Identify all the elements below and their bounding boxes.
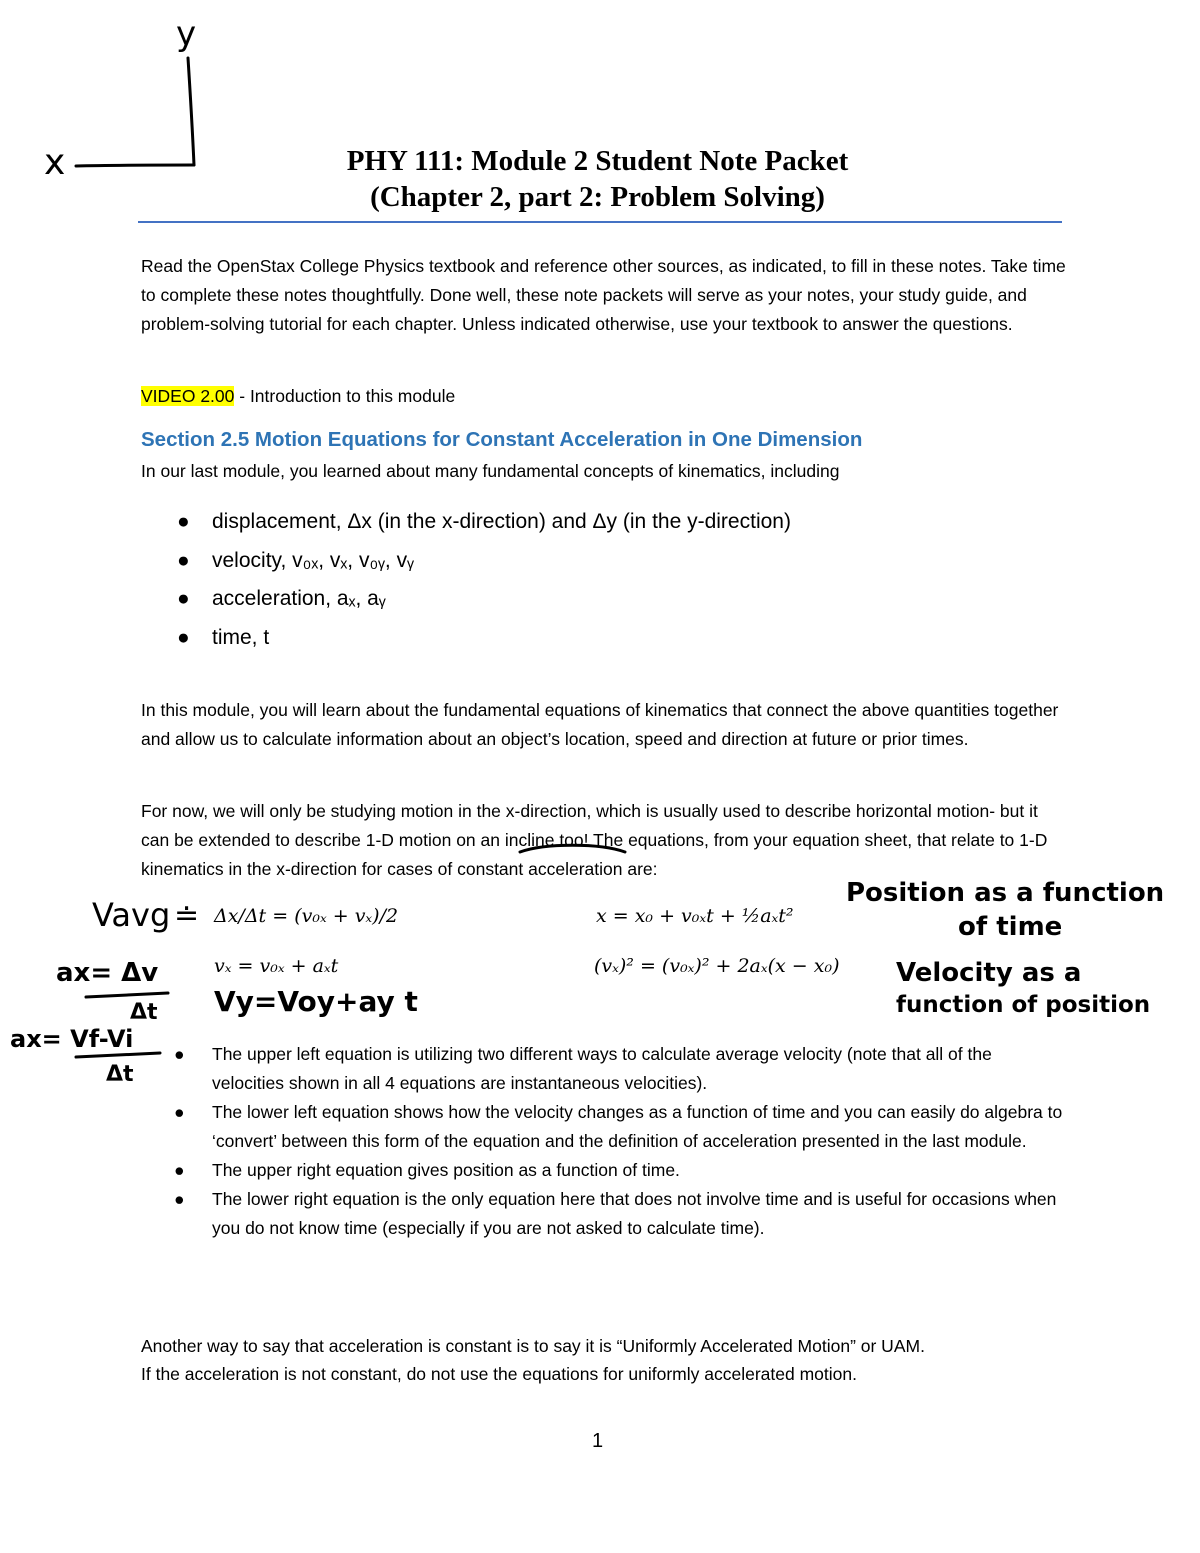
page-number: 1: [591, 1430, 604, 1452]
explanation-item: ● The lower right equation is the only equation here that does not involve time and is useful for occasions when you do not know time (especially if you are not asked to calculate time).: [174, 1189, 1057, 1238]
handwritten-note-position-1: Position as a function: [846, 878, 1165, 908]
video-text: - Introduction to this module: [234, 386, 456, 406]
equation-explanations: [174, 1040, 1064, 1243]
equation-lower-left: vₓ = v₀ₓ + aₓt: [214, 955, 339, 977]
handwritten-note-position-2: of time: [958, 912, 1063, 942]
x-direction-paragraph: For now, we will only be studying motion in the x-direction, which is usually used to describe horizontal motion- but it can be extended to describe 1-D motion on an incline too! The equations, from your equation sheet, that relate to 1-D kinematics in the x-direction for cases of constant acceleration are:: [141, 801, 1048, 879]
equation-lower-right: (vₓ)² = (v₀ₓ)² + 2aₓ(x − x₀): [594, 955, 840, 977]
handwritten-approx-equals: ≐: [174, 898, 200, 933]
handwritten-vavg: Vavg: [92, 896, 171, 934]
handwritten-ax-delta-v: ax= Δv: [56, 958, 159, 988]
section-lead: In our last module, you learned about many fundamental concepts of kinematics, including: [141, 461, 840, 481]
video-line: [141, 382, 455, 411]
module-paragraph: In this module, you will learn about the fundamental equations of kinematics that connect the above quantities together and allow us to calculate information about an object’s location, speed and direction at future or prior times.: [141, 700, 1059, 749]
intro-paragraph: Read the OpenStax College Physics textbook and reference other sources, as indicated, to fill in these notes. Take time to complete these notes thoughtfully. Done well, these note packets will serve as your notes, your study guide, and problem-solving tutorial for each chapter. Unless indicated otherwise, use your textbook to answer the questions.: [141, 256, 1066, 334]
underline-frac-ax2: [76, 1053, 160, 1057]
handwritten-vy-equation: Vy=Voy+ay t: [214, 985, 418, 1018]
page-title-line1: PHY 111: Module 2 Student Note Packet: [346, 145, 849, 177]
explanation-item: ● The upper left equation is utilizing two different ways to calculate average velocity (note that all of the velocities shown in all 4 equations are instantaneous velocities).: [174, 1044, 992, 1093]
explanation-item: ● The lower left equation shows how the velocity changes as a function of time and you can easily do algebra to ‘convert’ between this form of the equation and the definition of acceleration presented in the last module.: [174, 1102, 1063, 1151]
handwritten-delta-t-2: Δt: [106, 1062, 134, 1087]
title-divider: [138, 221, 1062, 223]
equation-upper-right: x = x₀ + v₀ₓt + ½aₓt²: [596, 905, 794, 927]
closing-line-1: Another way to say that acceleration is constant is to say it is “Uniformly Accelerated Motion” or UAM.: [141, 1336, 925, 1356]
video-label: VIDEO 2.00: [141, 386, 235, 406]
concept-list: [177, 503, 791, 657]
handwritten-x-label: x: [44, 142, 66, 183]
closing-line-2: If the acceleration is not constant, do not use the equations for uniformly accelerated motion.: [141, 1364, 857, 1384]
concept-item: ● displacement, Δx (in the x-direction) and Δy (in the y-direction): [177, 510, 791, 533]
underline-frac-ax1: [86, 993, 168, 997]
section-heading: Section 2.5 Motion Equations for Constant Acceleration in One Dimension: [141, 428, 863, 451]
handwritten-ax-vf-vi: ax= Vf-Vi: [10, 1025, 134, 1053]
page-title-line2: (Chapter 2, part 2: Problem Solving): [370, 181, 825, 213]
handwritten-delta-t-1: Δt: [130, 1000, 158, 1025]
explanation-item: ● The upper right equation gives position as a function of time.: [174, 1160, 680, 1180]
handwritten-y-label: y: [176, 14, 197, 54]
concept-item: ● velocity, v₀ₓ, vₓ, v₀ᵧ, vᵧ: [177, 548, 414, 572]
concept-item: ● acceleration, aₓ, aᵧ: [177, 587, 386, 610]
equation-upper-left: Δx/Δt = (v₀ₓ + vₓ)/2: [214, 905, 399, 927]
handwritten-note-velocity-1: Velocity as a: [896, 958, 1082, 988]
concept-item: ● time, t: [177, 625, 270, 649]
handwritten-note-velocity-2: function of position: [896, 992, 1151, 1018]
